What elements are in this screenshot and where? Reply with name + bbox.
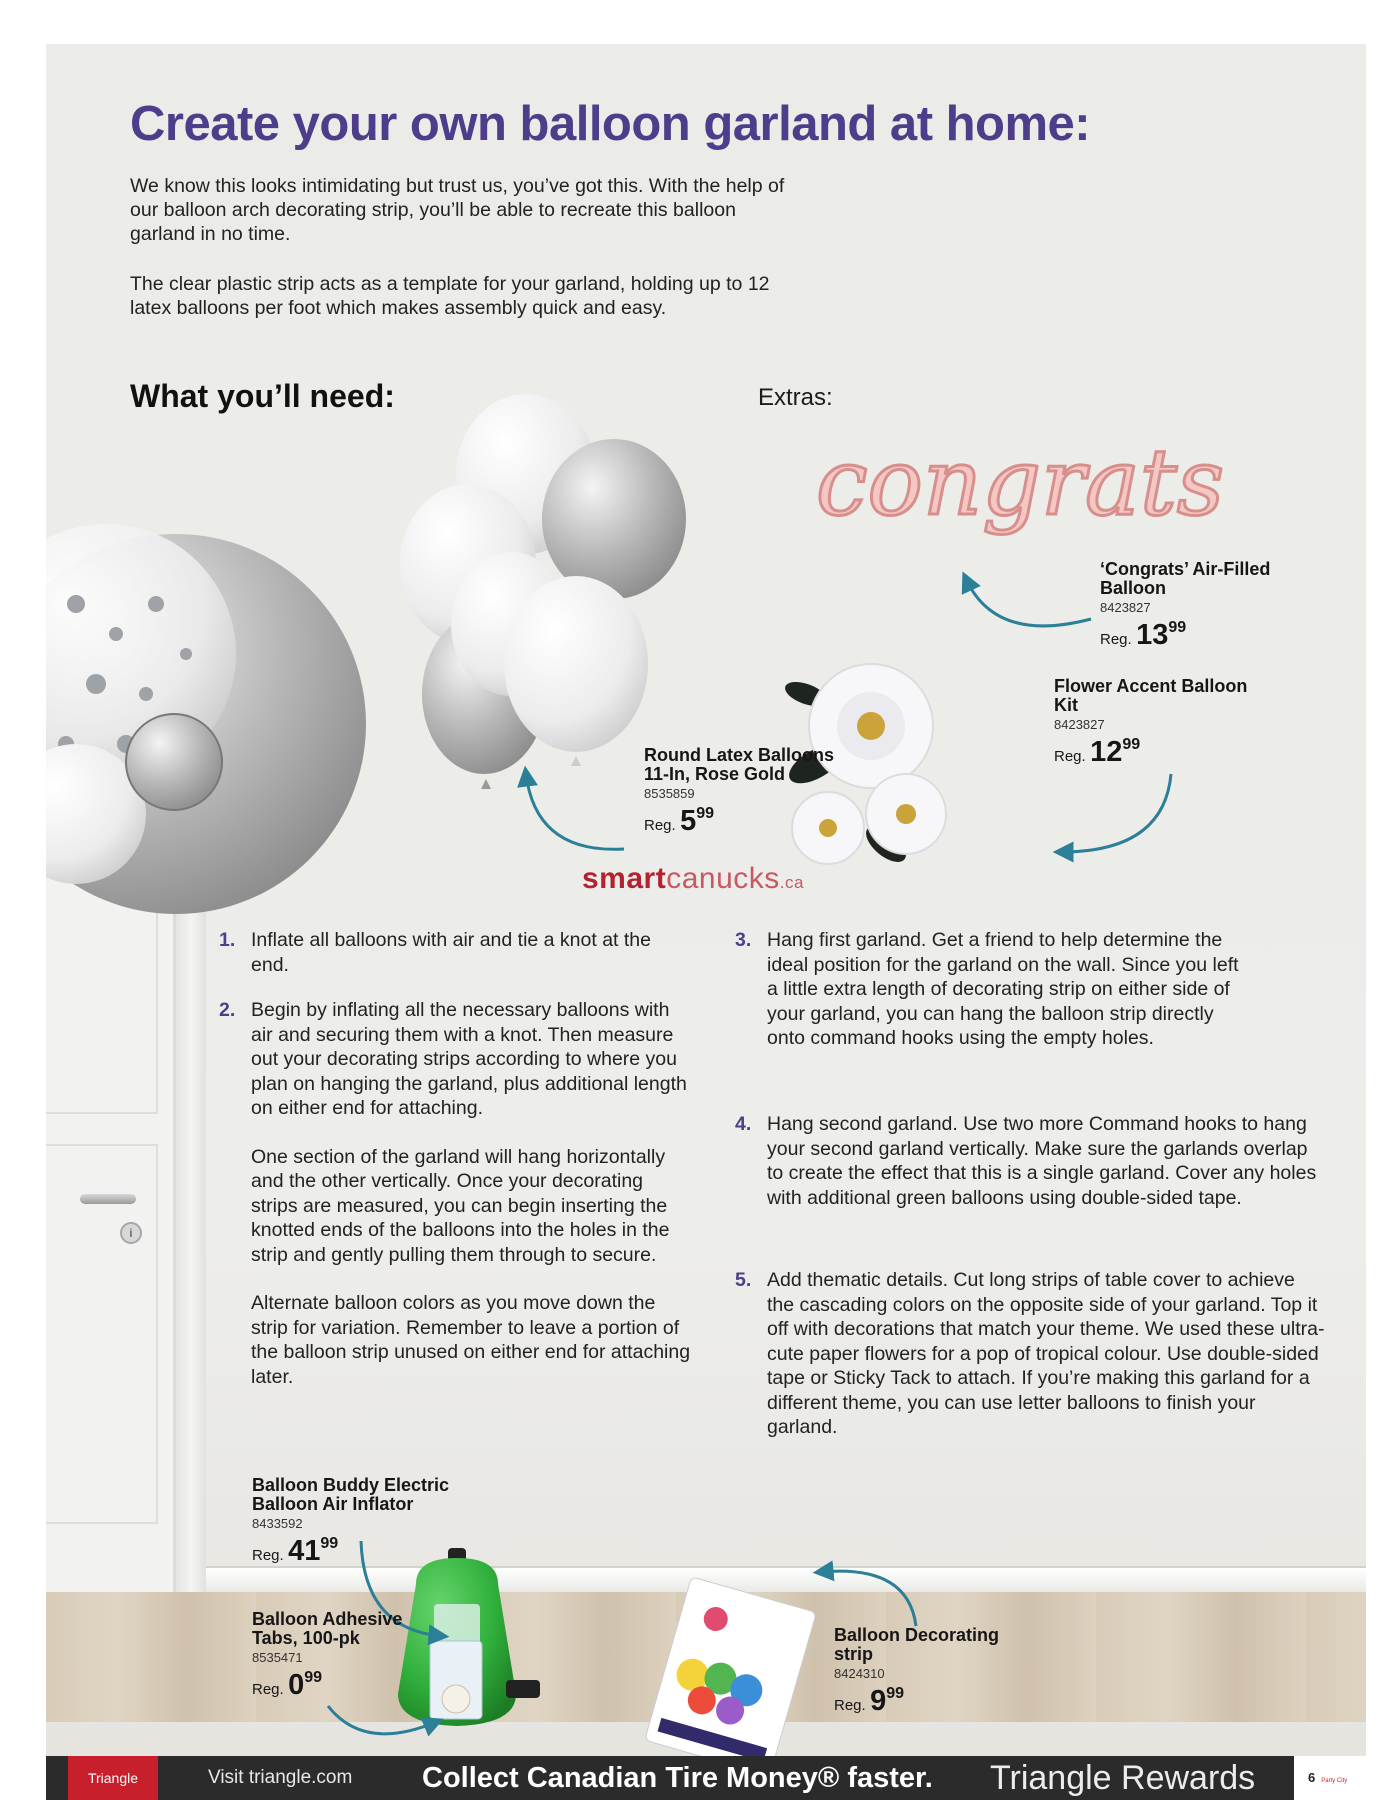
door-lock-icon: i [120, 1222, 142, 1244]
partner-logo: Party City [1321, 1778, 1348, 1784]
product-sku: 8423827 [1100, 600, 1151, 615]
arrow-icon [526, 774, 624, 849]
extras-heading: Extras: [758, 384, 833, 411]
intro-paragraph: We know this looks intimidating but trust us, you’ve got this. With the help of our balloon arch decorating strip, you’ll be able to recreate this balloon garland in no time. [130, 175, 785, 245]
price-reg-label: Reg. [1100, 631, 1132, 648]
price-cents: 99 [1168, 619, 1187, 636]
step-number: 5. [735, 1269, 752, 1291]
product-tag-decorating-strip [834, 1626, 1034, 1718]
footer-tagline: Collect Canadian Tire Money® faster. [422, 1762, 933, 1794]
product-name: Round Latex Balloons 11-In, Rose Gold [644, 745, 835, 784]
product-sku: 8423827 [1054, 717, 1105, 732]
product-tag-adhesive-tabs [252, 1610, 452, 1702]
watermark-bold: smart [582, 862, 667, 895]
product-price [252, 1535, 502, 1568]
product-sku: 8433592 [252, 1516, 303, 1531]
price-reg-label: Reg. [252, 1547, 284, 1564]
congrats-balloon-text: congrats [816, 429, 1225, 536]
product-tag-flower-kit [1054, 677, 1254, 769]
price-dollars: 12 [1090, 736, 1123, 768]
product-tag-inflator [252, 1476, 502, 1568]
footer-banner [46, 1756, 1366, 1800]
step-item [219, 928, 671, 977]
step-number: 4. [735, 1113, 752, 1135]
intro-paragraph: The clear plastic strip acts as a template for your garland, holding up to 12 latex balloons per foot which makes assembly quick and easy. [130, 273, 770, 319]
step-text: Inflate all balloons with air and tie a knot at the end. [251, 929, 651, 976]
step-number: 2. [219, 999, 236, 1021]
price-reg-label: Reg. [644, 817, 676, 834]
step-item [735, 928, 1247, 1051]
step-number: 3. [735, 929, 752, 951]
product-tag-latex-balloons [644, 746, 844, 838]
price-dollars: 13 [1136, 619, 1169, 651]
garland-balloons [46, 524, 366, 914]
triangle-rewards-brand: Triangle Rewards [990, 1759, 1256, 1797]
latex-balloons-bouquet [400, 394, 686, 789]
smartcanucks-watermark [582, 862, 804, 896]
price-cents: 99 [304, 1669, 323, 1686]
arrow-icon [1061, 774, 1171, 852]
watermark-tld: .ca [779, 873, 804, 892]
step-item [735, 1112, 1327, 1210]
visit-site-link[interactable]: Visit triangle.com [208, 1767, 353, 1788]
product-name: Balloon Decorating strip [834, 1625, 1000, 1664]
product-price [1054, 736, 1254, 769]
price-dollars: 0 [288, 1669, 305, 1701]
product-name: Balloon Adhesive Tabs, 100-pk [252, 1609, 403, 1648]
price-cents: 99 [1122, 736, 1141, 753]
page-title: Create your own balloon garland at home: [130, 97, 1091, 151]
watermark-light: canucks [666, 862, 780, 895]
step-item [735, 1268, 1327, 1440]
decorating-strip-product [645, 1577, 817, 1756]
step-text: Alternate balloon colors as you move down the strip for variation. Remember to leave a portion of the balloon strip unused on either end for attaching later. [251, 1292, 691, 1388]
price-cents: 99 [320, 1535, 339, 1552]
price-cents: 99 [886, 1685, 905, 1702]
product-sku: 8424310 [834, 1666, 885, 1681]
triangle-logo-icon[interactable]: Triangle [68, 1756, 158, 1800]
step-text: Begin by inflating all the necessary balloons with air and securing them with a knot. Then measure out your decorating strips according to where you plan on hanging the garland, plus additional length on either end for attaching. [251, 999, 687, 1119]
price-dollars: 41 [288, 1535, 321, 1567]
step-item [219, 998, 691, 1389]
step-text: Hang second garland. Use two more Command hooks to hang your second garland vertically. Make sure the garlands overlap to create the effect that this is a single garland. Cover any holes with additional green balloons using double-sided tape. [767, 1113, 1317, 1209]
step-number: 1. [219, 929, 236, 951]
product-price [1100, 619, 1290, 652]
product-name: Balloon Buddy Electric Balloon Air Inflator [252, 1475, 450, 1514]
product-price [252, 1669, 452, 1702]
step-text: Hang first garland. Get a friend to help determine the ideal position for the garland on the wall. Since you left a little extra length of decorating strip on either side of your garland, you can hang the balloon strip directly onto command hooks using the empty holes. [767, 929, 1239, 1049]
price-reg-label: Reg. [252, 1681, 284, 1698]
product-price [644, 805, 844, 838]
product-sku: 8535471 [252, 1650, 303, 1665]
what-you-need-heading: What you’ll need: [130, 378, 395, 414]
price-reg-label: Reg. [1054, 748, 1086, 765]
page-background [46, 44, 1366, 1756]
price-dollars: 9 [870, 1685, 887, 1717]
product-tag-congrats-balloon [1100, 560, 1290, 652]
step-text: One section of the garland will hang horizontally and the other vertically. Once your decorating strips are measured, you can begin inserting the knotted ends of the balloons into the holes in the strip and gently pulling them through to secure. [251, 1145, 670, 1266]
arrow-icon [821, 1571, 916, 1626]
page-number-value: 6 [1308, 1770, 1316, 1785]
product-name: ‘Congrats’ Air-Filled Balloon [1100, 559, 1271, 598]
arrow-icon [966, 579, 1091, 626]
price-cents: 99 [696, 805, 715, 822]
product-sku: 8535859 [644, 786, 695, 801]
product-price [834, 1685, 1034, 1718]
price-dollars: 5 [680, 805, 697, 837]
page-number [1294, 1756, 1366, 1800]
product-name: Flower Accent Balloon Kit [1054, 676, 1248, 715]
price-reg-label: Reg. [834, 1697, 866, 1714]
step-text: Add thematic details. Cut long strips of table cover to achieve the cascading colors on the opposite side of your garland. Top it off with decorations that match your theme. We used these ultra-cute paper flowers for a pop of tropical colour. Use double-sided tape or Sticky Tack to attach. If you’re making this garland for a different theme, you can use letter balloons to finish your garland. [767, 1269, 1325, 1438]
